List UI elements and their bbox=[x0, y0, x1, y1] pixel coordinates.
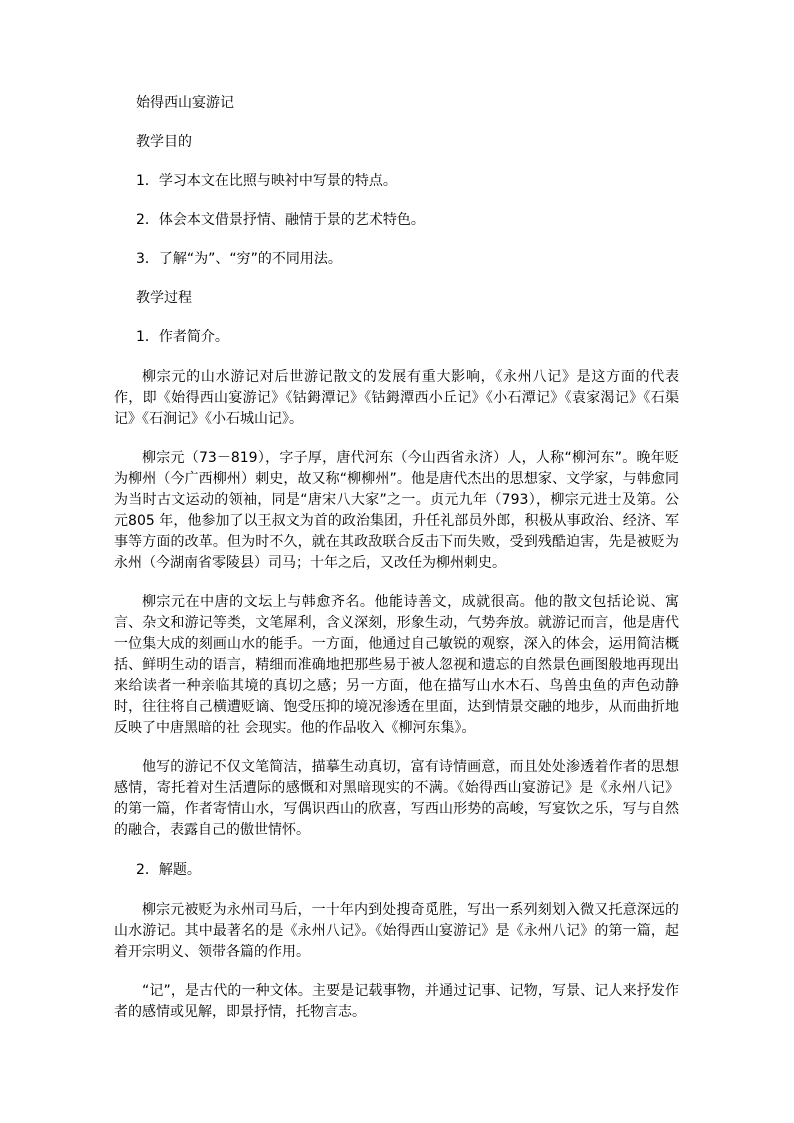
objectives-heading: 教学目的 bbox=[136, 134, 192, 150]
objective-item-3: 3．了解“为”、“穷”的不同用法。 bbox=[136, 251, 342, 267]
section-heading-author: 1．作者简介。 bbox=[136, 329, 229, 345]
process-heading: 教学过程 bbox=[136, 290, 192, 306]
paragraph-biography: 柳宗元（73－819），字子厚，唐代河东（今山西省永济）人，人称“柳河东”。晚年贬为柳州（今广西柳州）刺史，故又称“柳柳州”。他是唐代杰出的思想家、文学家，与韩愈同为当时古文运动的领袖，同是“唐宋八大家”之一。贞元九年（793），柳宗元进士及第。公元805 年，他参加了以王叔文为首的政治集团，升任礼部员外郎，积极从事政治、经济、军事等方面的改革。但为时不久，就在其政敌联合反击下而失败，受到残酷迫害，先是被贬为永州（今湖南省零陵县）司马；十年之后，又改任为柳州刺史。 bbox=[114, 450, 679, 571]
paragraph-yongzhou-eight: 柳宗元的山水游记对后世游记散文的发展有重大影响，《永州八记》是这方面的代表作，即《始得西山宴游记》《钴鉧潭记》《钴鉧潭西小丘记》《小石潭记》《袁家渴记》《石渠记》《石涧记》《小石城山记》。 bbox=[114, 369, 679, 427]
objective-item-2: 2．体会本文借景抒情、融情于景的艺术特色。 bbox=[136, 212, 425, 228]
paragraph-title-explanation: 柳宗元被贬为永州司马后，一十年内到处搜奇觅胜，写出一系列刻划入微又托意深远的山水游记。其中最著名的是《永州八记》。《始得西山宴游记》是《永州八记》的第一篇，起着开宗明义、领带各篇的作用。 bbox=[114, 902, 679, 960]
section-heading-title-explanation: 2．解题。 bbox=[136, 862, 201, 878]
objective-item-1: 1．学习本文在比照与映衬中写景的特点。 bbox=[136, 173, 397, 189]
document-body bbox=[114, 94, 679, 1023]
document-title: 始得西山宴游记 bbox=[136, 95, 234, 111]
paragraph-ji-genre: “记”，是古代的一种文体。主要是记载事物，并通过记事、记物，写景、记人来抒发作者的感情或见解，即景抒情，托物言志。 bbox=[114, 983, 679, 1020]
paragraph-travel-notes: 他写的游记不仅文笔简洁，描摹生动真切，富有诗情画意，而且处处渗透着作者的思想感情，寄托着对生活遭际的感慨和对黑暗现实的不满。《始得西山宴游记》是《永州八记》的第一篇，作者寄情山水，写偶识西山的欣喜，写西山形势的高峻，写宴饮之乐，写与自然的融合，表露自己的傲世情怀。 bbox=[114, 759, 679, 838]
paragraph-literary-status: 柳宗元在中唐的文坛上与韩愈齐名。他能诗善文，成就很高。他的散文包括论说、寓言、杂文和游记等类，文笔犀利，含义深刻，形象生动，气势奔放。就游记而言，他是唐代一位集大成的刻画山水的能手。一方面，他通过自己敏锐的观察，深入的体会，运用简洁概括、鲜明生动的语言，精细而准确地把那些易于被人忽视和遗忘的自然景色画图般地再现出来给读者一种亲临其境的真切之感；另一方面，他在描写山水木石、鸟兽虫鱼的声色动静时，往往将自己横遭贬谪、饱受压抑的境况渗透在里面，达到情景交融的地步，从而曲折地反映了中唐黑暗的社 会现实。他的作品收入《柳河东集》。 bbox=[114, 594, 679, 736]
